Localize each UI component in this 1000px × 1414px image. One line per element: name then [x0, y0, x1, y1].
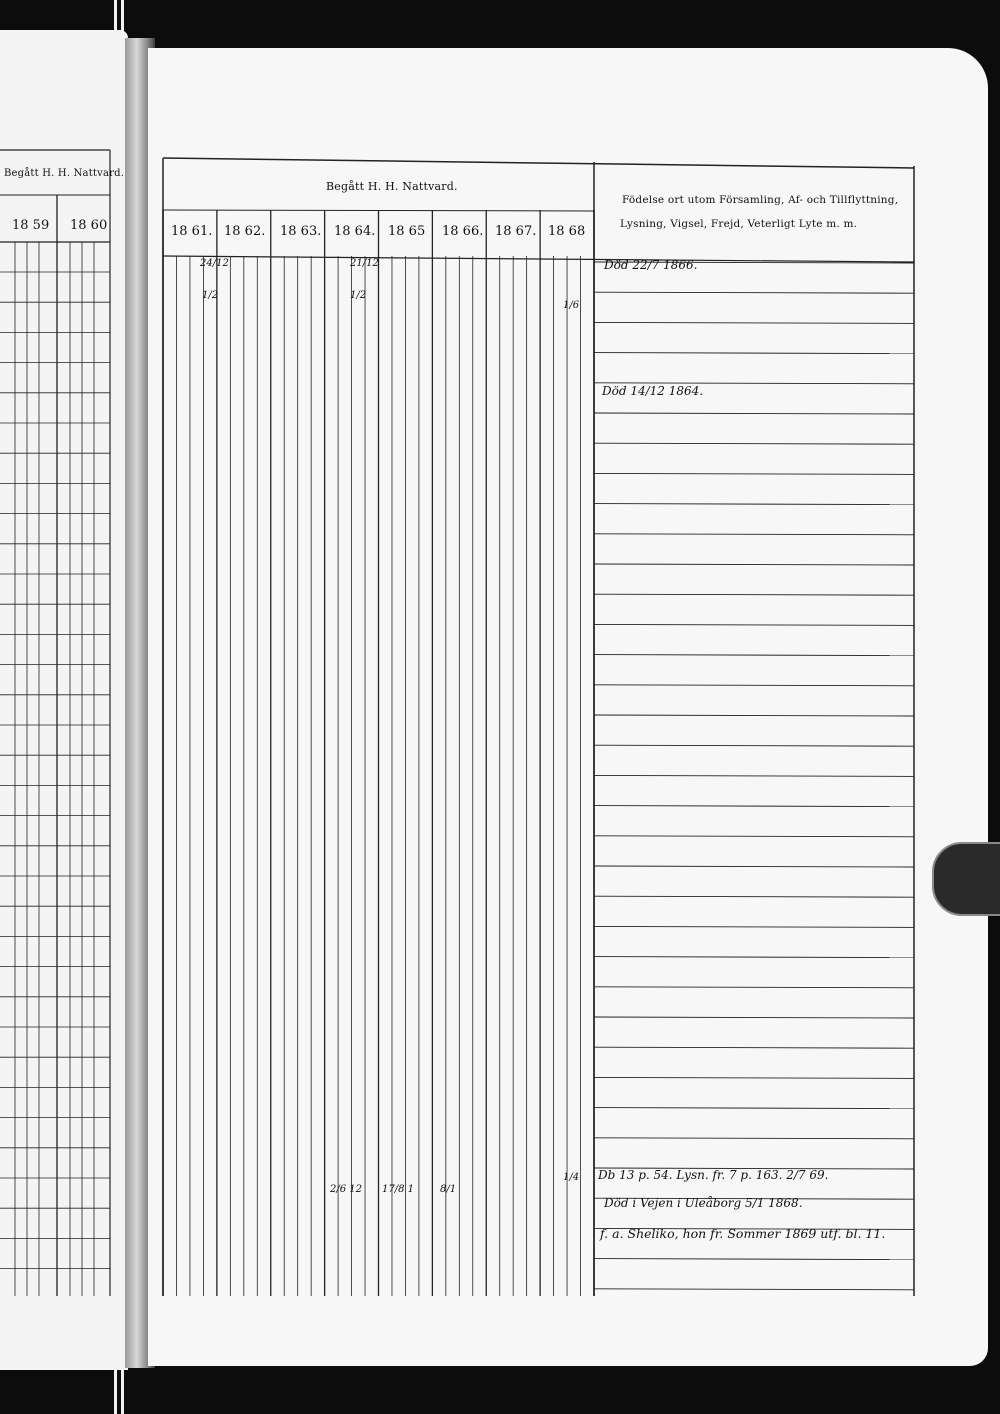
entry-death-1868: Död i Vejen i Uleåborg 5/1 1868. [604, 1196, 803, 1210]
year-1864: 18 64. [334, 224, 376, 239]
year-1867: 18 67. [495, 224, 537, 239]
mark-1866-c: 8/1 [440, 1184, 457, 1195]
mark-1865-c: 17/8 1 [382, 1184, 414, 1195]
remarks-header-line2: Lysning, Vigsel, Frejd, Veterligt Lyte m. m. [620, 218, 858, 230]
mark-1861-a: 24/12 [200, 258, 229, 269]
year-1865: 18 65 [388, 224, 426, 239]
communion-header: Begått H. H. Nattvard. [326, 180, 458, 193]
left-year-1859: 18 59 [12, 218, 50, 233]
mark-1868-c: 1/4 [563, 1172, 580, 1183]
remarks-header-line1: Födelse ort utom Församling, Af- och Tillflyttning, [622, 194, 899, 206]
year-1868: 18 68 [548, 224, 586, 239]
mark-1861-b: 1/2 [202, 290, 219, 301]
year-1862: 18 62. [224, 224, 266, 239]
left-year-1860: 18 60 [70, 218, 108, 233]
mark-1864-b: 1/2 [350, 290, 367, 301]
entry-death-1866: Död 22/7 1866. [604, 258, 698, 272]
entry-moved-1869: f. a. Sheliko, hon fr. Sommer 1869 utf. bl. 11. [600, 1226, 886, 1241]
left-header: Begått H. H. Nattvard. [4, 168, 125, 179]
year-1863: 18 63. [280, 224, 322, 239]
page-clip [932, 842, 1000, 916]
mark-1868-a: 1/6 [563, 300, 580, 311]
year-1866: 18 66. [442, 224, 484, 239]
year-1861: 18 61. [171, 224, 213, 239]
entry-death-1864: Död 14/12 1864. [602, 384, 704, 398]
mark-1864-a: 21/12 [350, 258, 379, 269]
mark-1863-c: 2/6 12 [330, 1184, 362, 1195]
entry-banns-1869: Db 13 p. 54. Lysn. fr. 7 p. 163. 2/7 69. [598, 1168, 829, 1182]
